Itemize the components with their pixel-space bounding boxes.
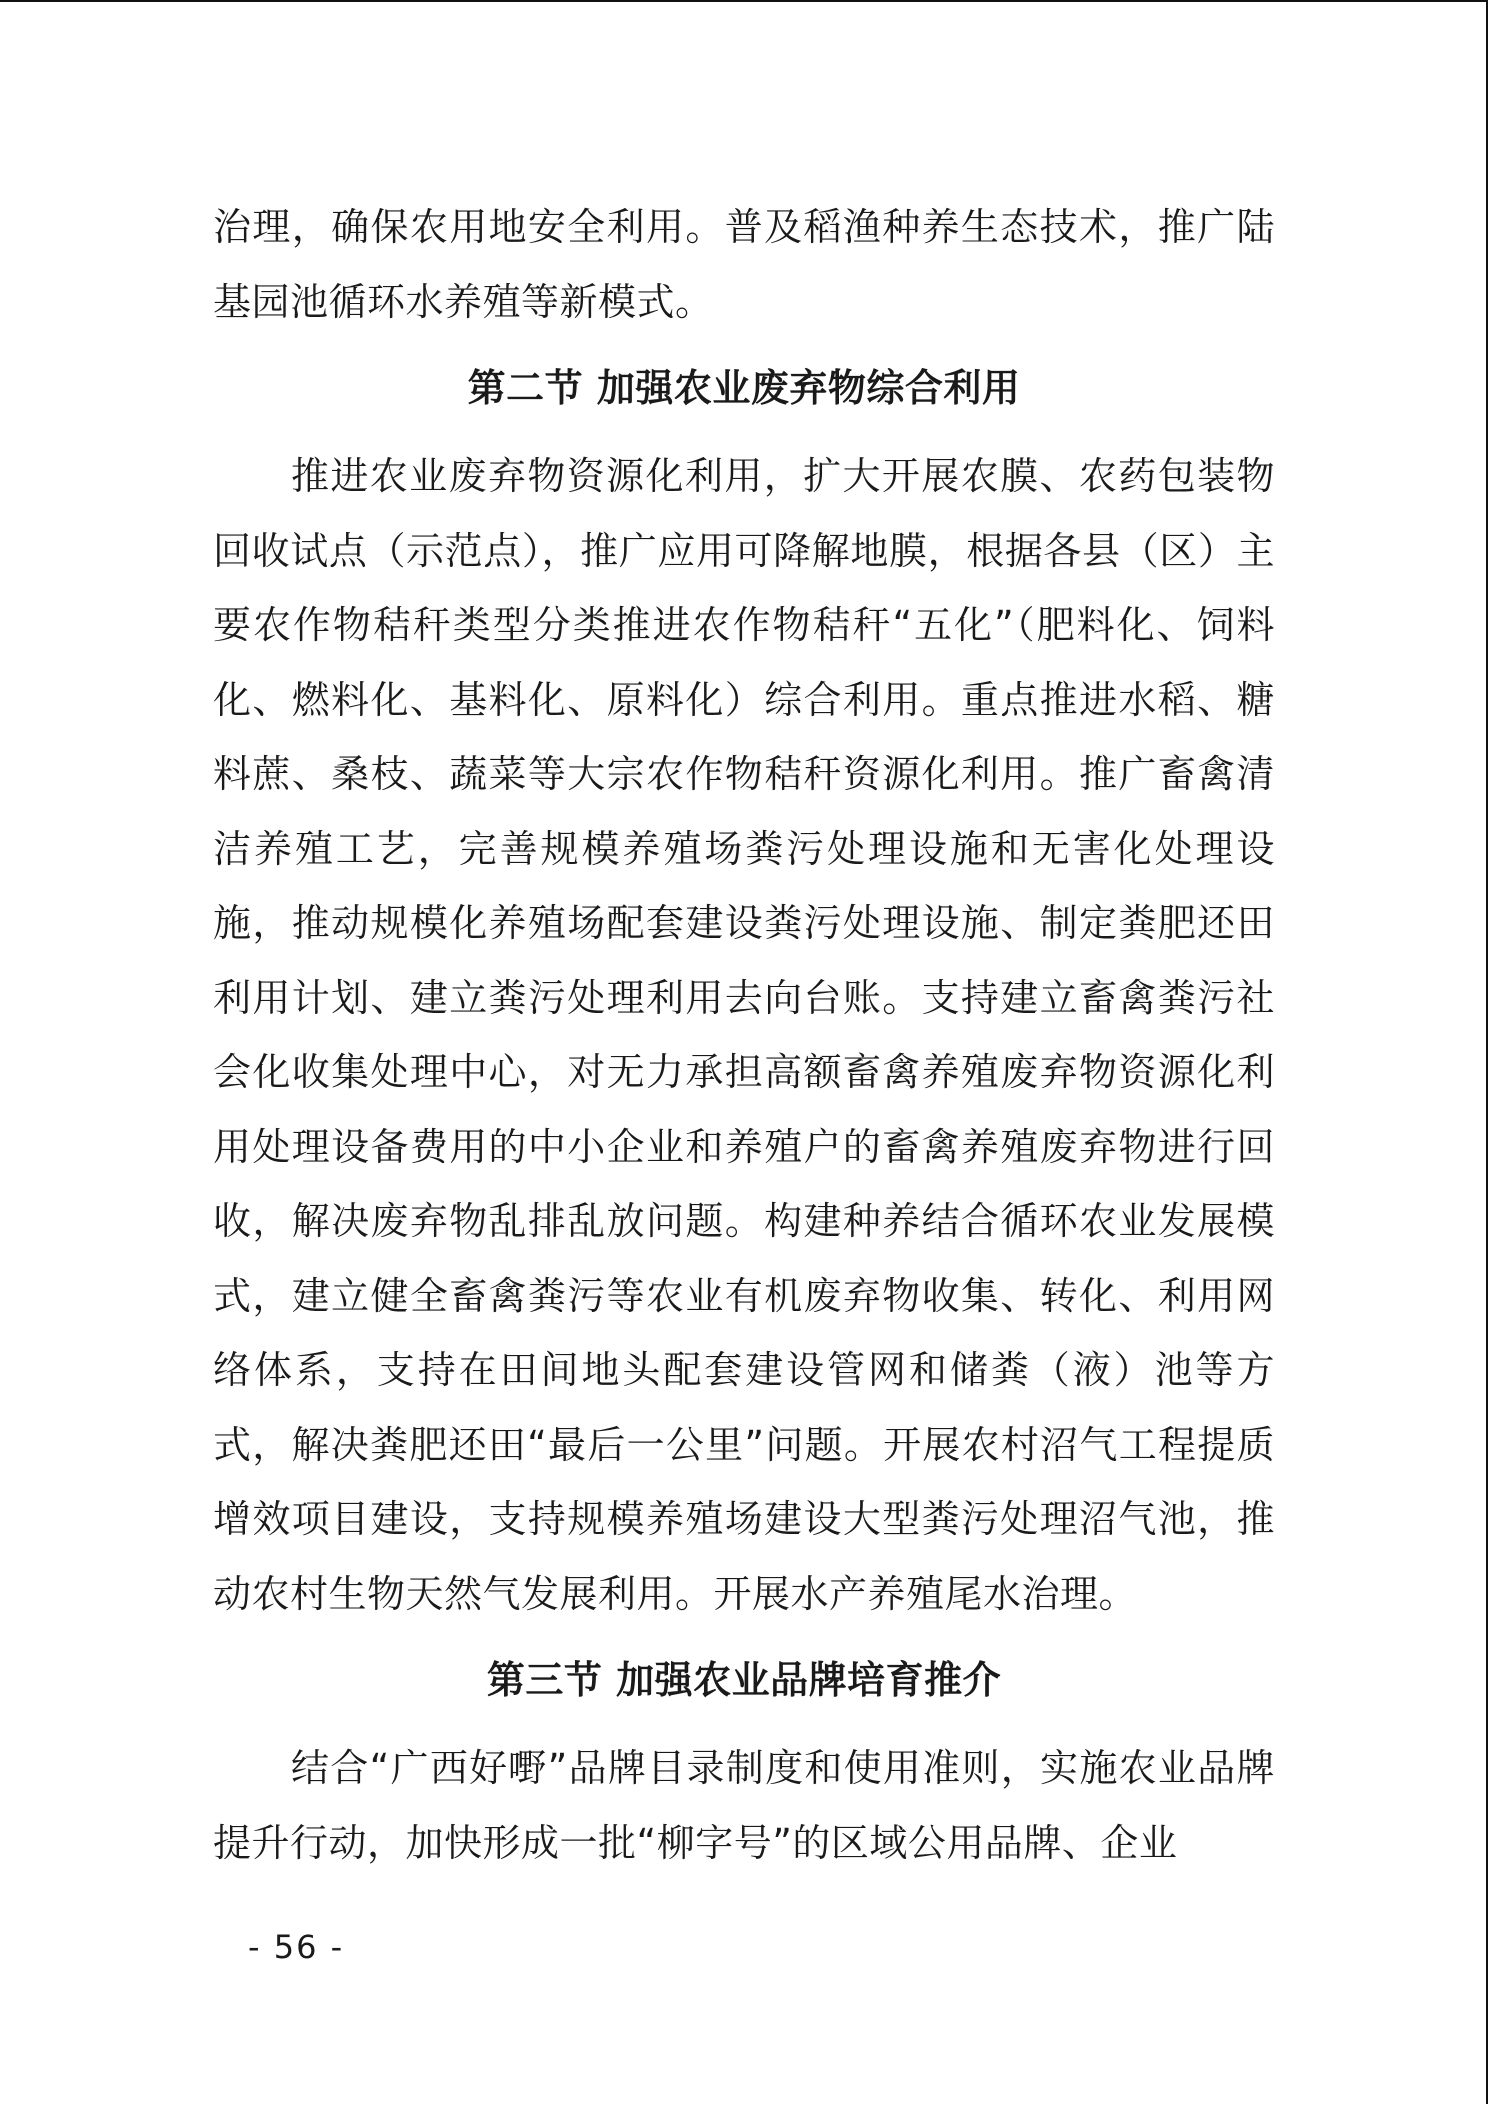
paragraph-continued: 治理，确保农用地安全利用。普及稻渔种养生态技术，推广陆基园池循环水养殖等新模式。	[213, 205, 1275, 324]
section-heading-2: 第二节 加强农业废弃物综合利用	[467, 366, 1021, 410]
paragraph-brand-cultivation: 结合“广西好嘢”品牌目录制度和使用准则，实施农业品牌提升行动，加快形成一批“柳字号”的区域公用品牌、企业	[213, 1746, 1275, 1865]
section-heading-3: 第三节 加强农业品牌培育推介	[486, 1658, 1002, 1702]
top-border-line	[0, 0, 1488, 2]
paragraph-waste-utilization: 推进农业废弃物资源化利用，扩大开展农膜、农药包装物回收试点（示范点），推广应用可降解地膜，根据各县（区）主要农作物秸秆类型分类推进农作物秸秆“五化”（肥料化、饲料化、燃料化、基料化、原料化）综合利用。重点推进水稻、糖料蔗、桑枝、蔬菜等大宗农作物秸秆资源化利用。推广畜禽清洁养殖工艺，完善规模养殖场粪污处理设施和无害化处理设施，推动规模化养殖场配套建设粪污处理设施、制定粪肥还田利用计划、建立粪污处理利用去向台账。支持建立畜禽粪污社会化收集处理中心，对无力承担高额畜禽养殖废弃物资源化利用处理设备费用的中小企业和养殖户的畜禽养殖废弃物进行回收，解决废弃物乱排乱放问题。构建种养结合循环农业发展模式，建立健全畜禽粪污等农业有机废弃物收集、转化、利用网络体系，支持在田间地头配套建设管网和储粪（液）池等方式，解决粪肥还田“最后一公里”问题。开展农村沼气工程提质增效项目建设，支持规模养殖场建设大型粪污处理沼气池，推动农村生物天然气发展利用。开展水产养殖尾水治理。	[213, 454, 1275, 1616]
page-number: - 56 -	[248, 1928, 345, 1966]
document-body	[213, 190, 1275, 1880]
